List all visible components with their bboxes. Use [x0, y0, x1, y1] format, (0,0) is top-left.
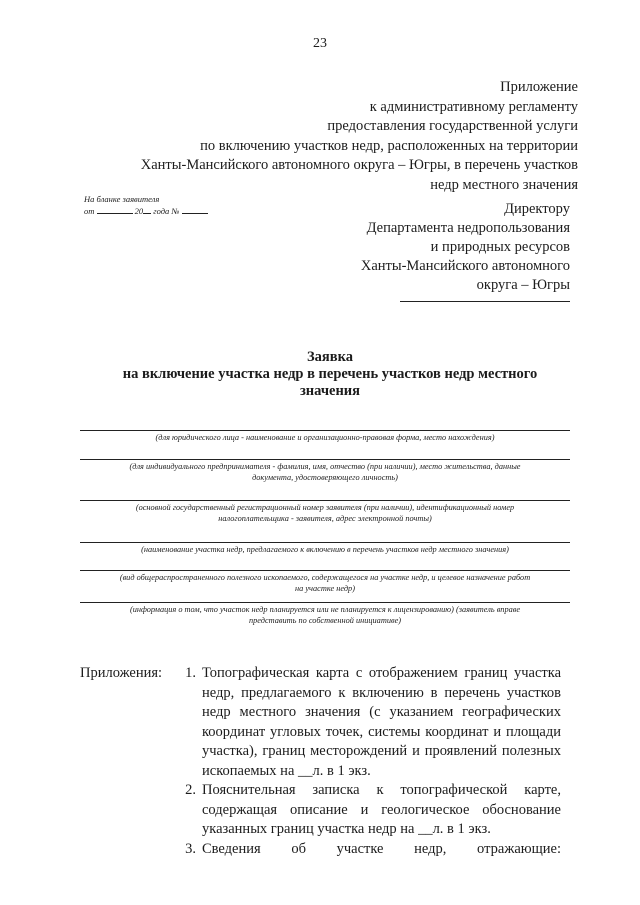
field-entrepreneur	[80, 459, 570, 483]
field-caption: (вид общераспространенного полезного ископаемого, содержащегося на участке недр, и целевое назначение работ	[119, 573, 531, 582]
addressee	[310, 200, 570, 295]
field-caption: (наименование участка недр, предлагаемого к включению в перечень участков недр местного значения)	[141, 545, 509, 554]
appendix-header-line: недр местного значения	[430, 176, 578, 193]
title-line: на включение участка недр в перечень участков недр местного	[122, 366, 538, 382]
attachment-number: 3.	[185, 840, 196, 857]
attachment-text: Сведения об участке недр, отражающие:	[202, 840, 561, 857]
field-caption: (информация о том, что участок недр планируется или не планируется к лицензированию) (заявитель вправе	[129, 605, 521, 614]
appendix-header-line: предоставления государственной услуги	[327, 118, 578, 134]
attachment-item	[176, 781, 561, 840]
attachment-item	[176, 840, 561, 860]
applicant-letterhead-note	[84, 193, 208, 217]
field-subsoil-plot-name	[80, 542, 570, 555]
field-caption: (для юридического лица - наименование и организационно-правовая форма, место нахождения)	[155, 433, 495, 442]
appendix-header	[98, 78, 578, 195]
addressee-line: Ханты-Мансийского автономного	[360, 258, 570, 274]
field-caption: на участке недр)	[295, 584, 355, 593]
year-blank	[143, 205, 151, 214]
field-caption: налогоплательщика - заявителя, адрес электронной почты)	[218, 514, 432, 523]
document-title	[100, 349, 560, 400]
field-licensing-info	[80, 602, 570, 626]
from-label: от	[84, 206, 95, 216]
attachments-list	[176, 664, 561, 859]
letterhead-label: На бланке заявителя	[84, 194, 160, 204]
number-blank	[182, 205, 208, 214]
attachment-number: 1.	[185, 665, 196, 681]
day-blank	[97, 205, 133, 214]
field-caption: (для индивидуального предпринимателя - фамилия, имя, отчество (при наличии), место жительства, данные	[129, 462, 521, 471]
field-mineral-type	[80, 570, 570, 594]
addressee-line: и природных ресурсов	[430, 239, 570, 255]
attachment-text: Пояснительная записка к топографической карте, содержащая описание и геологическое обоснование указанных границ участка недр на __л. в 1 экз.	[202, 782, 561, 837]
addressee-line: Департамента недропользования	[366, 220, 570, 236]
appendix-header-line: Приложение	[500, 79, 578, 95]
field-legal-entity	[80, 430, 570, 443]
title-line: значения	[299, 383, 361, 399]
appendix-header-line: к административному регламенту	[369, 98, 578, 115]
attachment-text: Топографическая карта с отображением границ участка недр, предлагаемого к включению в перечень участков недр местного значения (с указанием географических координат угловых точек, системы координат и площади участка), границ месторождений и проявлений полезных ископаемых на __л. в 1 экз.	[202, 665, 561, 779]
appendix-header-line: Ханты-Мансийского автономного округа – Югры, в перечень участков	[140, 157, 578, 173]
attachments-label: Приложения:	[80, 665, 163, 681]
year-prefix: 20	[134, 206, 144, 216]
attachment-number: 2.	[185, 782, 196, 798]
field-caption: (основной государственный регистрационный номер заявителя (при наличии), идентификационный номер	[135, 503, 515, 512]
field-registration-number	[80, 500, 570, 524]
field-caption: документа, удостоверяющего личность)	[252, 473, 398, 482]
appendix-header-line: по включению участков недр, расположенных на территории	[200, 137, 578, 154]
addressee-line: округа – Югры	[476, 277, 570, 293]
field-caption: представить по собственной инициативе)	[248, 616, 402, 625]
addressee-line: Директору	[504, 201, 570, 217]
attachment-item	[176, 664, 561, 781]
page-number: 23	[313, 36, 327, 51]
addressee-name-blank	[400, 301, 570, 302]
title-line: Заявка	[307, 349, 353, 365]
date-number-line	[84, 205, 208, 217]
year-suffix: года №	[153, 206, 180, 216]
